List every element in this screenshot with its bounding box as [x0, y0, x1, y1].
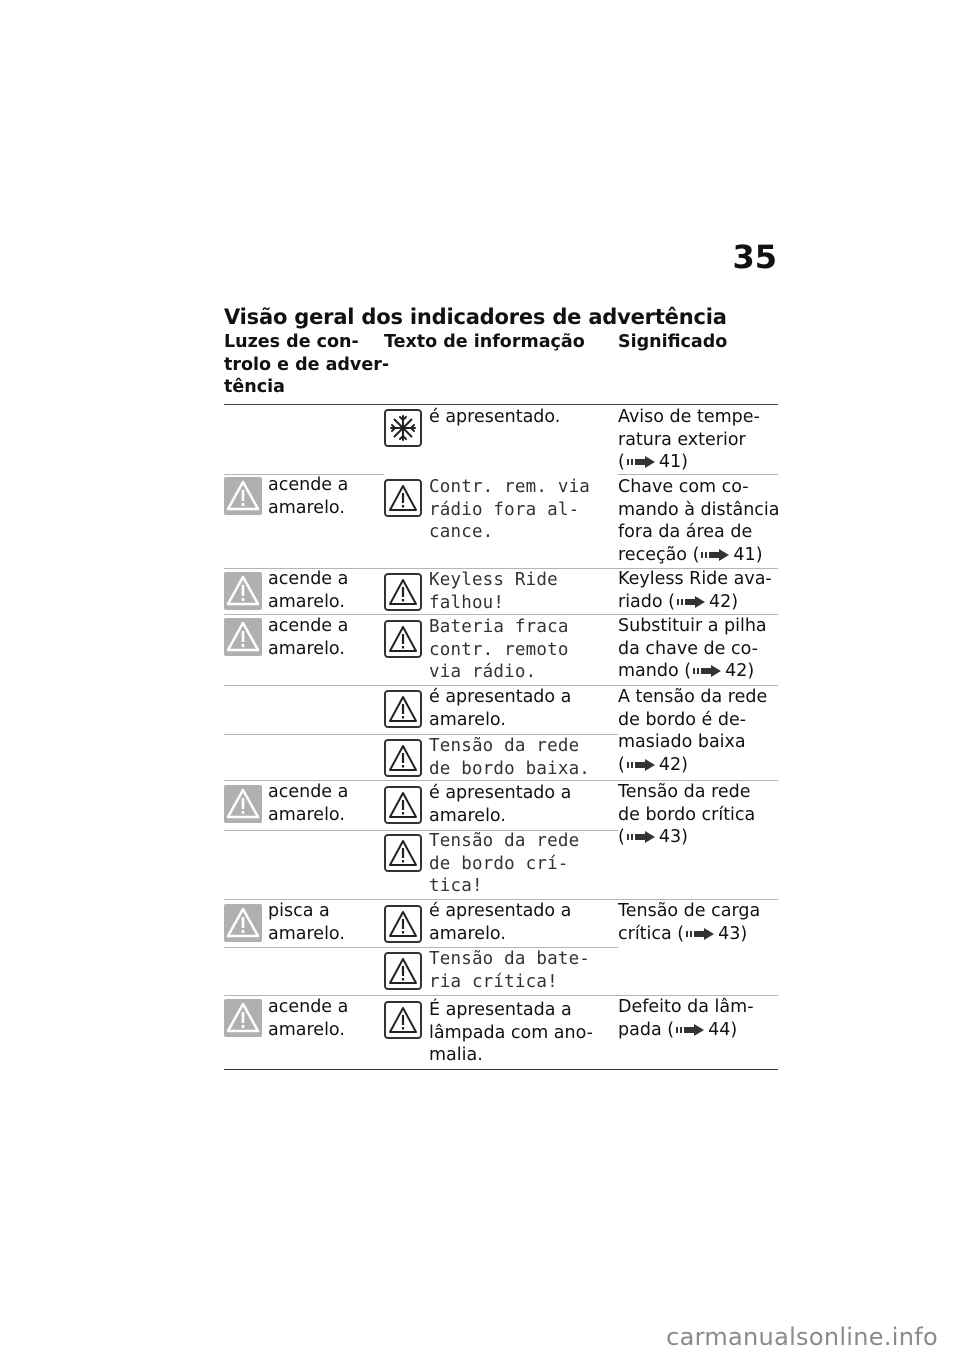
warning-light-icon — [224, 477, 262, 515]
warning-triangle-icon — [384, 1001, 422, 1039]
page-reference-arrow-icon — [627, 830, 657, 844]
header-line: tência — [224, 377, 285, 397]
warning-triangle-icon — [384, 739, 422, 777]
column-header-info-text: Texto de informação — [384, 332, 585, 352]
header-line: Luzes de con- — [224, 332, 359, 352]
warning-light-icon — [224, 618, 262, 656]
page-reference-arrow-icon — [627, 455, 657, 469]
header-divider — [224, 404, 778, 405]
info-text: é apresentado. — [429, 407, 561, 427]
warning-triangle-icon — [384, 952, 422, 990]
page-reference-arrow-icon — [693, 664, 723, 678]
info-text: É apresentada a lâmpada com ano- malia. — [429, 1000, 593, 1065]
info-text: Tensão da bate- ria crítica! — [429, 949, 591, 992]
meaning-text: Tensão de carga crítica ( 43) — [618, 901, 761, 944]
meaning-text: Tensão da rede de bordo crítica ( 43) — [618, 782, 756, 847]
warning-triangle-icon — [384, 905, 422, 943]
meaning-text: Defeito da lâm- pada ( 44) — [618, 997, 754, 1040]
light-state-text: pisca a amarelo. — [268, 901, 345, 944]
meaning-text: Aviso de tempe- ratura exterior ( 41) — [618, 407, 760, 472]
light-state-text: acende a amarelo. — [268, 475, 349, 518]
light-state-text: acende a amarelo. — [268, 616, 349, 659]
snowflake-icon — [384, 409, 422, 447]
table-bottom-rule — [224, 1069, 778, 1070]
warning-triangle-icon — [384, 479, 422, 517]
light-state-text: acende a amarelo. — [268, 569, 349, 612]
warning-triangle-icon — [384, 573, 422, 611]
warning-light-icon — [224, 999, 262, 1037]
info-text: Contr. rem. via rádio fora al- cance. — [429, 477, 591, 542]
meaning-text: Substituir a pilha da chave de co- mando ( 42) — [618, 616, 767, 681]
info-text: Bateria fraca contr. remoto via rádio. — [429, 617, 569, 682]
info-text: é apresentado a amarelo. — [429, 783, 572, 826]
header-line: trolo e de adver- — [224, 354, 390, 375]
info-text: é apresentado a amarelo. — [429, 687, 572, 730]
warning-triangle-icon — [384, 786, 422, 824]
section-title: Visão geral dos indicadores de advertência — [224, 305, 727, 329]
info-text: Tensão da rede de bordo crí- tica! — [429, 831, 580, 896]
info-text: Keyless Ride falhou! — [429, 570, 558, 613]
warning-triangle-icon — [384, 620, 422, 658]
warning-light-icon — [224, 572, 262, 610]
light-state-text: acende a amarelo. — [268, 997, 349, 1040]
watermark-link[interactable]: carmanualsonline.info — [666, 1323, 938, 1351]
warning-light-icon — [224, 785, 262, 823]
row-divider — [618, 474, 778, 475]
meaning-text: Keyless Ride ava- riado ( 42) — [618, 569, 772, 612]
page-reference-arrow-icon — [627, 758, 657, 772]
light-state-text: acende a amarelo. — [268, 782, 349, 825]
page-reference-arrow-icon — [677, 595, 707, 609]
warning-triangle-icon — [384, 834, 422, 872]
column-header-meaning: Significado — [618, 332, 728, 352]
meaning-text: Chave com co- mando à distância fora da área de receção ( 41) — [618, 477, 780, 565]
meaning-text: A tensão da rede de bordo é de- masiado baixa ( 42) — [618, 687, 768, 775]
page-reference-arrow-icon — [701, 548, 731, 562]
page-reference-arrow-icon — [686, 927, 716, 941]
column-header-lights — [224, 331, 389, 399]
info-text: Tensão da rede de bordo baixa. — [429, 736, 591, 779]
info-text: é apresentado a amarelo. — [429, 901, 572, 944]
warning-triangle-icon — [384, 690, 422, 728]
warning-light-icon — [224, 904, 262, 942]
page-reference-arrow-icon — [676, 1023, 706, 1037]
page-number: 35 — [732, 238, 777, 276]
